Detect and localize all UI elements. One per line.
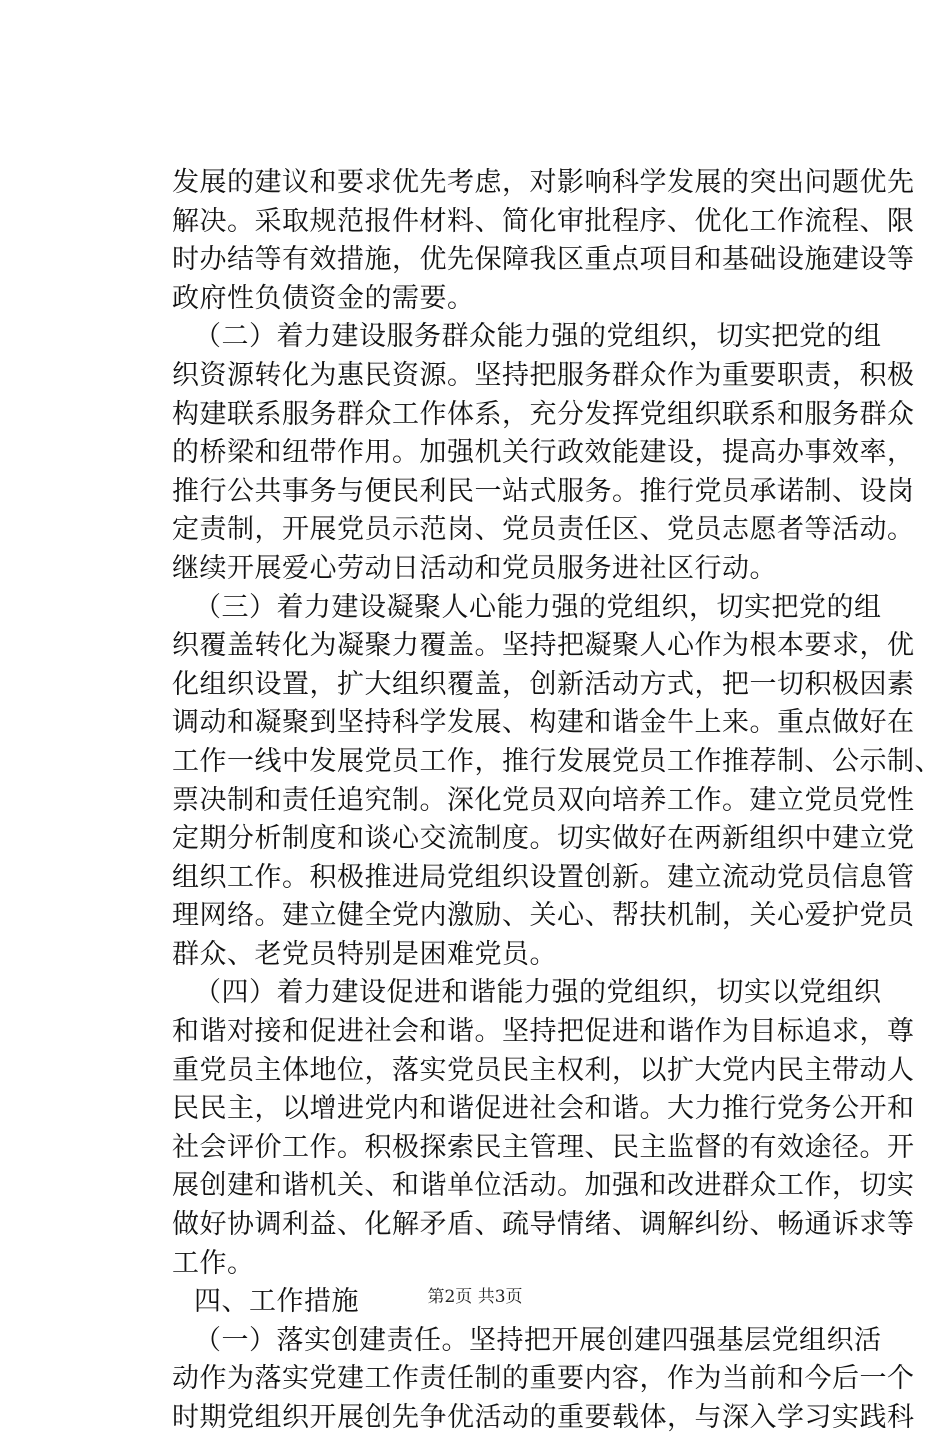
text-line: 化组织设置，扩大组织覆盖，创新活动方式，把一切积极因素 xyxy=(172,668,915,700)
text-line: 动作为落实党建工作责任制的重要内容，作为当前和今后一个 xyxy=(172,1363,915,1395)
text-line: 四、工作措施 xyxy=(194,1286,359,1318)
text-line: 定期分析制度和谈心交流制度。切实做好在两新组织中建立党 xyxy=(172,823,915,855)
text-line: 构建联系服务群众工作体系，充分发挥党组织联系和服务群众 xyxy=(172,398,915,430)
text-line: 织资源转化为惠民资源。坚持把服务群众作为重要职责，积极 xyxy=(172,359,915,391)
text-line: 织覆盖转化为凝聚力覆盖。坚持把凝聚人心作为根本要求，优 xyxy=(172,630,915,662)
text-line: （一）落实创建责任。坚持把开展创建四强基层党组织活 xyxy=(194,1324,882,1356)
text-line: 理网络。建立健全党内激励、关心、帮扶机制，关心爱护党员 xyxy=(172,900,915,932)
text-line: 政府性负债资金的需要。 xyxy=(172,282,475,314)
text-line: （三）着力建设凝聚人心能力强的党组织，切实把党的组 xyxy=(194,591,882,623)
text-line: 解决。采取规范报件材料、简化审批程序、优化工作流程、限 xyxy=(172,205,915,237)
text-line: 调动和凝聚到坚持科学发展、构建和谐金牛上来。重点做好在 xyxy=(172,707,915,739)
text-line: 社会评价工作。积极探索民主管理、民主监督的有效途径。开 xyxy=(172,1131,915,1163)
text-line: 重党员主体地位，落实党员民主权利，以扩大党内民主带动人 xyxy=(172,1054,915,1086)
text-line: （二）着力建设服务群众能力强的党组织，切实把党的组 xyxy=(194,321,882,353)
text-line: 展创建和谐机关、和谐单位活动。加强和改进群众工作，切实 xyxy=(172,1170,915,1202)
text-line: 推行公共事务与便民利民一站式服务。推行党员承诺制、设岗 xyxy=(172,475,915,507)
text-line: 时期党组织开展创先争优活动的重要载体，与深入学习实践科 xyxy=(172,1402,915,1433)
text-line: 继续开展爱心劳动日活动和党员服务进社区行动。 xyxy=(172,552,777,584)
text-line: 工作。 xyxy=(172,1247,255,1279)
text-line: 组织工作。积极推进局党组织设置创新。建立流动党员信息管 xyxy=(172,861,915,893)
text-line: 票决制和责任追究制。深化党员双向培养工作。建立党员党性 xyxy=(172,784,915,816)
page-footer: 第2页 共3页 xyxy=(427,1287,523,1307)
text-line: 群众、老党员特别是困难党员。 xyxy=(172,938,557,970)
text-line: 定责制，开展党员示范岗、党员责任区、党员志愿者等活动。 xyxy=(172,514,915,546)
text-line: （四）着力建设促进和谐能力强的党组织，切实以党组织 xyxy=(194,977,882,1009)
text-line: 民民主，以增进党内和谐促进社会和谐。大力推行党务公开和 xyxy=(172,1093,915,1125)
text-line: 发展的建议和要求优先考虑，对影响科学发展的突出问题优先 xyxy=(172,167,915,198)
text-line: 的桥梁和纽带作用。加强机关行政效能建设，提高办事效率， xyxy=(172,437,915,469)
text-line: 做好协调利益、化解矛盾、疏导情绪、调解纠纷、畅通诉求等 xyxy=(172,1209,915,1241)
text-line: 时办结等有效措施，优先保障我区重点项目和基础设施建设等 xyxy=(172,244,915,276)
text-line: 工作一线中发展党员工作，推行发展党员工作推荐制、公示制、 xyxy=(172,745,942,777)
text-line: 和谐对接和促进社会和谐。坚持把促进和谐作为目标追求，尊 xyxy=(172,1016,915,1048)
document-body xyxy=(172,164,942,1438)
